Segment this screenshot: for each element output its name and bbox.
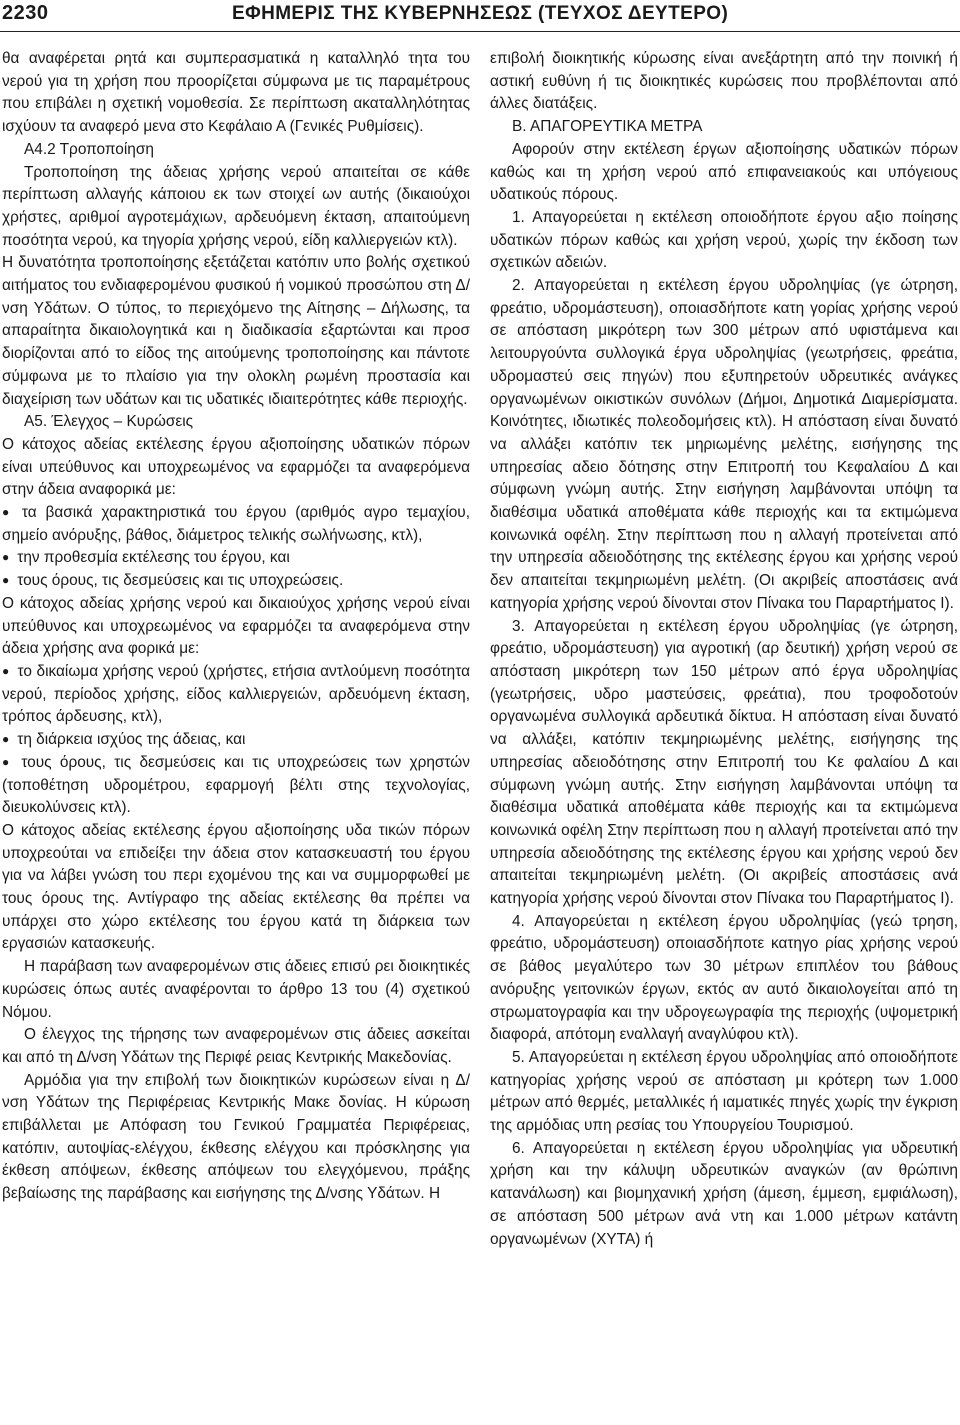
gazette-title: ΕΦΗΜΕΡΙΣ ΤΗΣ ΚΥΒΕΡΝΗΣΕΩΣ (ΤΕΥΧΟΣ ΔΕΥΤΕΡΟ): [232, 3, 729, 24]
paragraph: Η παράβαση των αναφερομένων στις άδειες επισύ ρει διοικητικές κυρώσεις όπως αυτές αναφέρονται το άρθρο 13 του (4) σχετικού Νόμου.: [2, 958, 470, 1021]
numbered-item-6: 6. Απαγορεύεται η εκτέλεση έργου υδροληψίας για υδρευτική χρήση και την κάλυψη υδρευτικών αναγκών (αν θρώπινη κατανάλωση) και βιομηχανική χρήση (άμεση, έμμεση, εμφιάλωση), σε απόσταση 500 μέτρων ανά ντη και 1.000 μέτρων κατάντη οργανωμένων (ΧΥΤΑ) ή: [490, 1139, 958, 1248]
numbered-item-2: 2. Απαγορεύεται η εκτέλεση έργου υδροληψίας (γε ώτρηση, φρεάτιο, υδρομάστευση), οποιασδήποτε κατη γορίας χρήσης νερού σε απόσταση μικρότερη των 300 μέτρων από υφιστάμενα και λειτουργούντα συλλογικά έργα υδροληψίας (γεωτρήσεις, φρεάτια, υδρομαστεύ σεις πηγών) που εξυπηρετούν υδρευτικές ανάγκες οργανωμένων οικιστικών συνόλων (Δήμοι, Δημοτικά Διαμερίσματα. Κοινότητες, ιδιωτικές πολεοδομήσεις κτλ). Η απόσταση είναι δυνατό να αλλάξει κατόπιν τεκ μηριωμένης μελέτης, εισήγησης της υπηρεσίας αδειο δότησης στην Επιτροπή του Κεφαλαίου Δ και σύμφωνη γνώμη αυτής. Στην εισήγηση λαμβάνονται υπόψη τα διαθέσιμα υδατικά αποθέματα κάθε περιοχής και τα εκτιμώμενα κοινωνικά οφέλη. Στην περίπτωση που η αλλαγή προτείνεται από την υπηρεσία αδειοδότησης της εκτέλεσης έργου και χρήσης νερού δεν απαιτείται τεκμηριωμένη μελέτη. (Οι ακριβείς αποστάσεις ανά κατηγορία χρήσης νερού δίνονται στον Πίνακα του Παραρτήματος Ι).: [490, 277, 958, 612]
paragraph: θα αναφέρεται ρητά και συμπερασματικά η καταλληλό τητα του νερού για τη χρήση που προορίζεται σύμφωνα με τις παραμέτρους που επιβάλει η σχετική νομοθεσία. Σε περίπτωση ακαταλληλότητας ισχύουν τα αναφερό μενα στο Κεφάλαιο Α (Γενικές Ρυθμίσεις).: [2, 50, 470, 136]
numbered-item-4: 4. Απαγορεύεται η εκτέλεση έργου υδροληψίας (γεώ τρηση, φρεάτιο, υδρομάστευση) οποιασδήποτε κατηγο ρίας χρήσης νερού σε βάθος μεγαλύτερο των 30 μέτρων επιπλέον του βάθους ανόρυξης γειτονικών έργων, εκτός αν αυτό δικαιολογείται από τη στρωματογραφία και την υδρογεωγραφία της περιοχής (υψομετρική διαφορά, απότομη εναλλαγή αναγλύφου κτλ).: [490, 912, 958, 1044]
paragraph: Τροποποίηση της άδειας χρήσης νερού απαιτείται σε κάθε περίπτωση αλλαγής κάποιου εκ των στοιχεί ων αυτής (δικαιούχοι χρήστες, αριθμοί αγροτεμάχιων, αρδευόμενη έκταση, απαιτούμενη ποσότητα νερού, κα τηγορία χρήσης νερού, είδη καλλιεργειών κτλ).: [2, 163, 470, 249]
section-heading-a5: Α5. Έλεγχος – Κυρώσεις: [24, 413, 194, 431]
header-rule: [0, 31, 960, 32]
page-header: [0, 0, 960, 34]
paragraph: Η δυνατότητα τροποποίησης εξετάζεται κατόπιν υπο βολής σχετικού αιτήματος του ενδιαφερομένου φυσικού ή νομικού προσώπου στη Δ/νση Υδάτων. Ο τύπος, το περιεχόμενο της Αίτησης – Δήλωσης, τα απαραίτητα δικαιολογητικά και η διαδικασία εξαρτώνται και προσ διορίζονται από το είδος της αιτούμενης τροποποίησης και πάντοτε σύμφωνα με το πλαίσιο για την ολοκλη ρωμένη προστασία και διαχείριση των υδάτων και τις υδατικές ιδιαιτερότητες κάθε περιοχής.: [2, 254, 470, 408]
bullet-item: ● τη διάρκεια ισχύος της άδειας, και: [2, 729, 470, 752]
left-column: [2, 48, 470, 1206]
paragraph: Ο κάτοχος αδείας χρήσης νερού και δικαιούχος χρήσης νερού είναι υπεύθυνος και υποχρεωμένος να εφαρμόζει τα αναφερόμενα στην άδεια χρήσης ανα φορικά με:: [2, 594, 470, 658]
paragraph: επιβολή διοικητικής κύρωσης είναι ανεξάρτητη από την ποινική ή αστική ευθύνη ή τις διοικητικές κυρώσεις που προβλέπονται από άλλες διατάξεις.: [490, 50, 958, 113]
paragraph: Ο κάτοχος αδείας εκτέλεσης έργου αξιοποίησης υδατικών πόρων είναι υπεύθυνος και υποχρεωμένος να εφαρμόζει τα αναφερόμενα στην άδεια αναφορικά με:: [2, 435, 470, 499]
paragraph: Αφορούν στην εκτέλεση έργων αξιοποίησης υδατικών πόρων καθώς και τη χρήση νερού από επιφανειακούς και υπόγειους υδατικούς πόρους.: [490, 140, 958, 204]
section-heading-a4-2: Α4.2 Τροποποίηση: [24, 140, 154, 158]
numbered-item-5: 5. Απαγορεύεται η εκτέλεση έργου υδροληψίας από οποιοδήποτε κατηγορίας χρήσης νερού σε απόσταση μι κρότερη των 1.000 μέτρων από θερμές, μεταλλικές ή ιαματικές πηγές χωρίς την έγκριση της αρμόδιας υπη ρεσίας του Υπουργείου Τουρισμού.: [490, 1048, 958, 1135]
numbered-item-1: 1. Απαγορεύεται η εκτέλεση οποιοδήποτε έργου αξιο ποίησης υδατικών πόρων καθώς και χρήση νερού, χωρίς την έκδοση των σχετικών αδειών.: [490, 208, 958, 272]
bullet-item: ● το δικαίωμα χρήσης νερού (χρήστες, ετήσια αντλούμενη ποσότητα νερού, περίοδος χρήσης, είδος καλλιεργειών, αρδευόμενη έκταση, τρόπος άρδευσης, κτλ),: [2, 661, 470, 729]
paragraph: Αρμόδια για την επιβολή των διοικητικών κυρώσεων είναι η Δ/νση Υδάτων της Περιφέρειας Κεντρικής Μακε δονίας. Η κύρωση επιβάλλεται με Απόφαση του Γενικού Γραμματέα Περιφέρειας, κατόπιν, αυτοψίας-ελέγχου, έκθεσης ελέγχου και πρόσκλησης για έκθεση απόψεων, έκθεσης απόψεων του ελεγχόμενου, πράξης βεβαίωσης της παράβασης και εισήγησης της Δ/νσης Υδάτων. Η: [2, 1071, 470, 1203]
page-number: 2230: [2, 2, 49, 24]
paragraph: Ο κάτοχος αδείας εκτέλεσης έργου αξιοποίησης υδα τικών πόρων υποχρεούται να επιδείξει την άδεια στον κατασκευαστή του έργου για να λάβει γνώση του περι εχομένου της και να συμμορφωθεί με τους όρους της. Αντίγραφο της αδείας εκτέλεσης θα πρέπει να υπάρχει στο χώρο εκτέλεσης του έργου κατά τη διάρκεια των εργασιών κατασκευής.: [2, 821, 470, 953]
bullet-item: ● τα βασικά χαρακτηριστικά του έργου (αριθμός αγρο τεμαχίου, σημείο ανόρυξης, βάθος, διάμετρος τελικής σωλήνωσης, κτλ),: [2, 502, 470, 547]
paragraph: Ο έλεγχος της τήρησης των αναφερομένων στις άδειες ασκείται και από τη Δ/νση Υδάτων της Περιφέ ρειας Κεντρικής Μακεδονίας.: [2, 1026, 470, 1066]
numbered-item-3: 3. Απαγορεύεται η εκτέλεση έργου υδροληψίας (γε ώτρηση, φρεάτιο, υδρομάστευση) για αγροτική (αρ δευτική) χρήση νερού σε απόσταση μικρότερη των 150 μέτρων από έργα υδροληψίας (γεωτρήσεις, υδρο μαστεύσεις, φρεάτια), που τροφοδοτούν οργανωμένα συλλογικά αρδευτικά δίκτυα. Η απόσταση είναι δυνατό να αλλάξει, κατόπιν τεκμηριωμένης μελέτης, εισήγησης της υπηρεσίας αδειοδότησης στην Επιτροπή του Κε φαλαίου Δ και σύμφωνη γνώμη αυτής. Στην εισήγηση λαμβάνονται υπόψη τα διαθέσιμα υδατικά αποθέματα κάθε περιοχής και τα εκτιμώμενα κοινωνικά οφέλη Στην περίπτωση που η αλλαγή προτείνεται από την υπηρεσία αδειοδότησης της εκτέλεσης έργου και χρήσης νερού δεν απαιτείται τεκμηριωμένη μελέτη. (Οι ακριβείς αποστάσεις ανά κατηγορία χρήσης νερού δίνονται στον Πίνακα του Παραρτήματος Ι).: [490, 617, 958, 908]
right-column: [490, 48, 958, 1251]
bullet-item: ● τους όρους, τις δεσμεύσεις και τις υποχρεώσεις.: [2, 570, 470, 593]
bullet-item: ● τους όρους, τις δεσμεύσεις και τις υποχρεώσεις των χρηστών (τοποθέτηση υδρομέτρου, εφαρμογή βέλτι στης τεχνολογίας, διευκολύνσεις κτλ).: [2, 752, 470, 820]
section-heading-b: Β. ΑΠΑΓΟΡΕΥΤΙΚΑ ΜΕΤΡΑ: [512, 118, 703, 136]
bullet-item: ● την προθεσμία εκτέλεσης του έργου, και: [2, 547, 470, 570]
